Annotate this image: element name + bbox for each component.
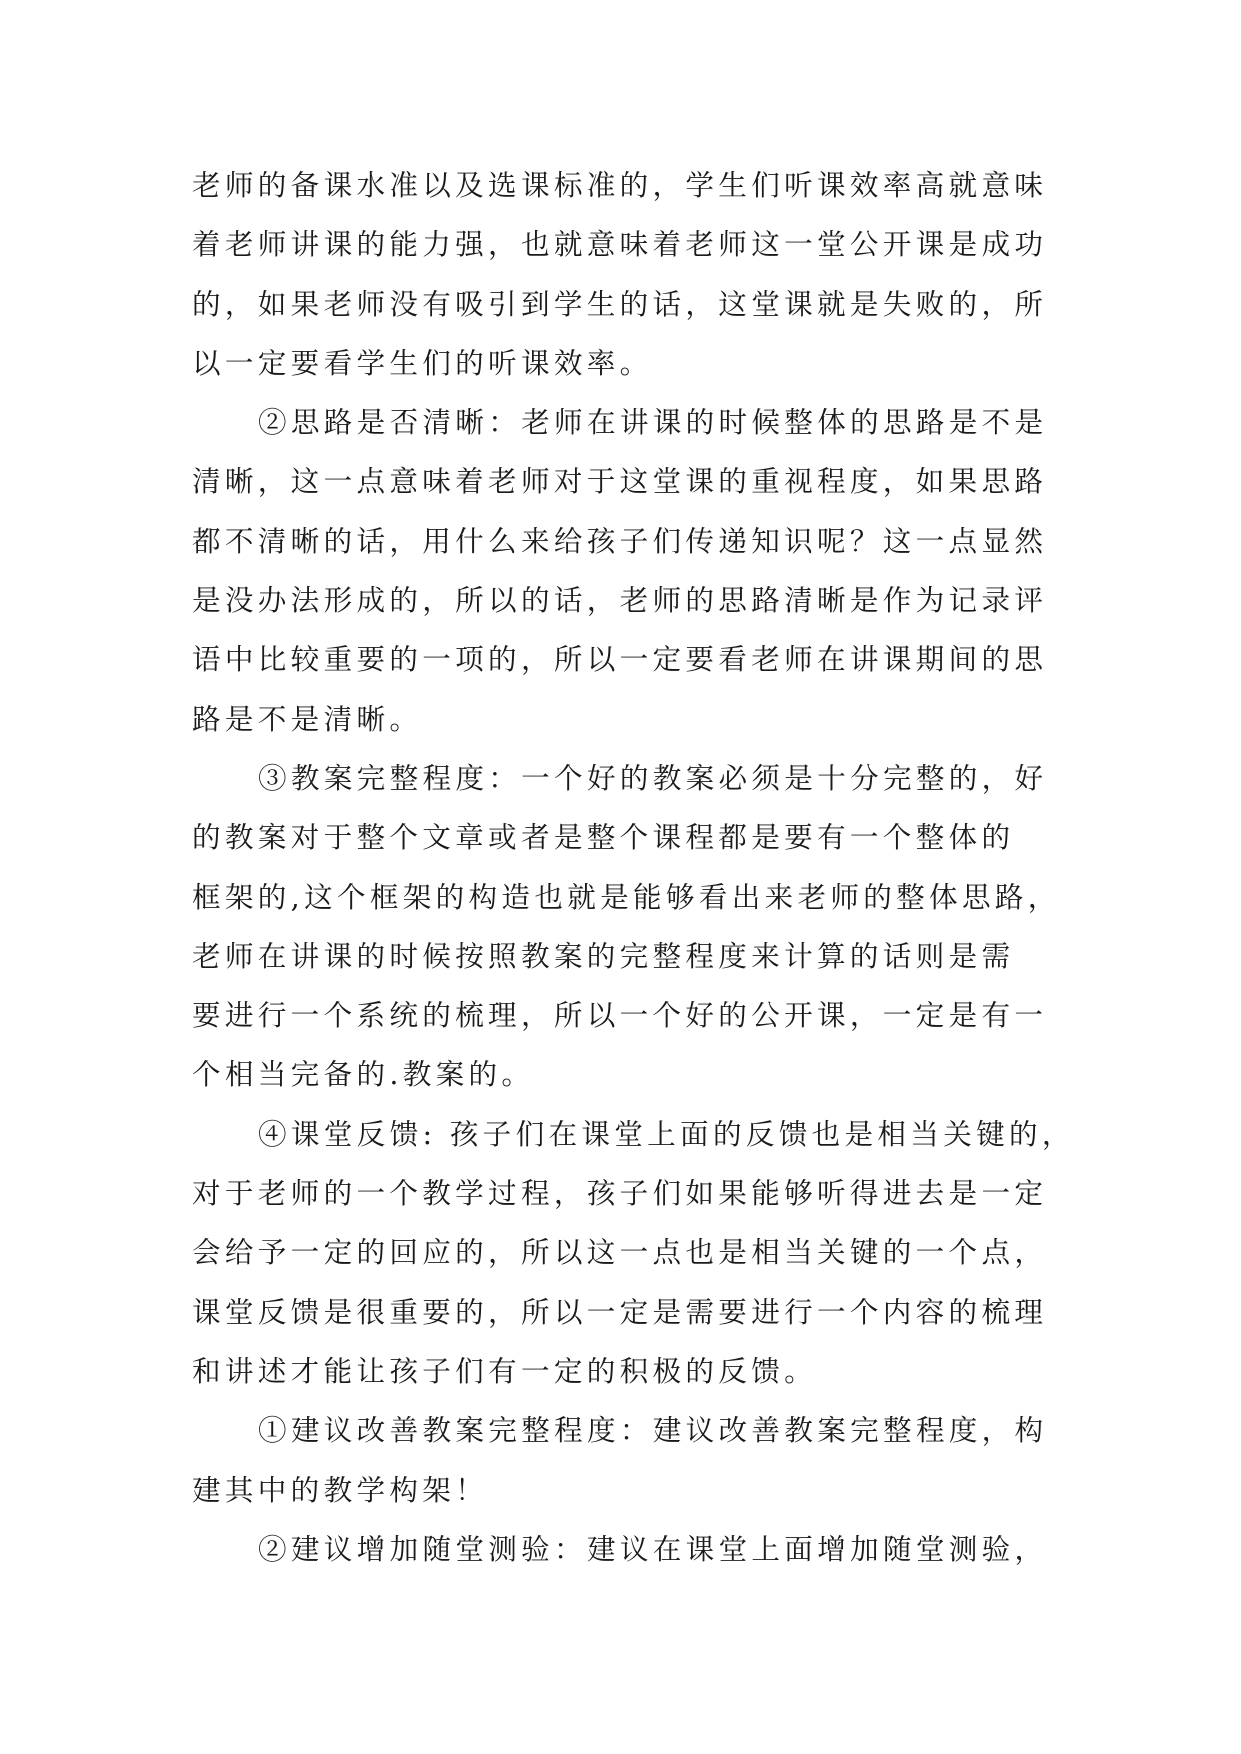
text-line: ④课堂反馈: 孩子们在课堂上面的反馈也是相当关键的， (258, 1116, 1075, 1151)
paragraph-clear-thinking (192, 393, 1052, 749)
text-line: 清晰，这一点意味着老师对于这堂课的重视程度，如果思路 (192, 464, 1048, 499)
text-line: 是没办法形成的，所以的话，老师的思路清晰是作为记录评 (192, 583, 1048, 618)
text-line: 都不清晰的话，用什么来给孩子们传递知识呢？这一点显然 (192, 523, 1048, 558)
text-line: 的，如果老师没有吸引到学生的话，这堂课就是失败的，所 (192, 286, 1048, 321)
text-line: ②建议增加随堂测验：建议在课堂上面增加随堂测验， (258, 1531, 1048, 1566)
text-line: 的教案对于整个文章或者是整个课程都是要有一个整体的 (192, 820, 1015, 855)
text-line: 对于老师的一个教学过程，孩子们如果能够听得进去是一定 (192, 1176, 1048, 1211)
text-line: 语中比较重要的一项的，所以一定要看老师在讲课期间的思 (192, 642, 1048, 677)
text-line: 个相当完备的.教案的。 (192, 1057, 535, 1092)
text-line: 框架的,这个框架的构造也就是能够看出来老师的整体思路， (192, 879, 1061, 914)
text-line: 要进行一个系统的梳理，所以一个好的公开课，一定是有一 (192, 998, 1048, 1033)
text-line: 老师在讲课的时候按照教案的完整程度来计算的话则是需 (192, 938, 1015, 973)
text-line: ①建议改善教案完整程度：建议改善教案完整程度，构 (258, 1413, 1048, 1448)
document-body (192, 156, 1075, 1579)
text-line: ③教案完整程度：一个好的教案必须是十分完整的，好 (258, 760, 1048, 795)
text-line: 以一定要看学生们的听课效率。 (192, 345, 653, 380)
text-line: ②思路是否清晰：老师在讲课的时候整体的思路是不是 (258, 405, 1048, 440)
text-line: 建其中的教学构架！ (192, 1472, 489, 1507)
paragraph-suggestion-add-quiz (192, 1520, 1052, 1579)
paragraph-student-efficiency (192, 156, 1052, 393)
text-line: 着老师讲课的能力强，也就意味着老师这一堂公开课是成功 (192, 227, 1048, 262)
text-line: 会给予一定的回应的，所以这一点也是相当关键的一个点， (192, 1235, 1048, 1270)
text-line: 老师的备课水准以及选课标准的，学生们听课效率高就意味 (192, 168, 1048, 202)
text-line: 和讲述才能让孩子们有一定的积极的反馈。 (192, 1353, 817, 1388)
text-line: 课堂反馈是很重要的，所以一定是需要进行一个内容的梳理 (192, 1294, 1048, 1329)
paragraph-lesson-plan-completeness (192, 749, 1061, 1105)
paragraph-classroom-feedback (192, 1105, 1075, 1401)
text-line: 路是不是清晰。 (192, 701, 423, 736)
paragraph-suggestion-improve-plan (192, 1401, 1052, 1520)
